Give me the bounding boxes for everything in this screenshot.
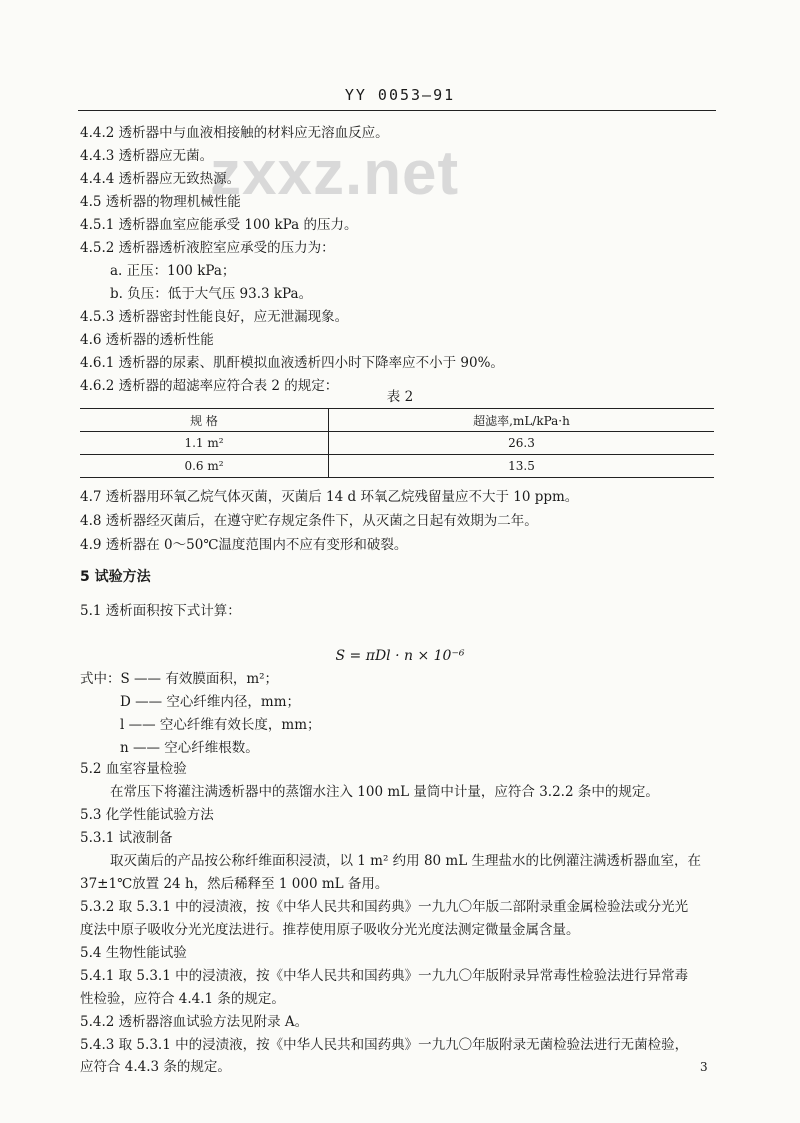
clause-5-1: 5.1 透析面积按下式计算： (80, 603, 241, 619)
clause-5-3-1: 5.3.1 试液制备 (80, 830, 173, 846)
clause-4-8: 4.8 透析器经灭菌后，在遵守贮存规定条件下，从灭菌之日起有效期为二年。 (80, 513, 538, 529)
clause-4-4-4: 4.4.4 透析器应无致热源。 (80, 171, 241, 187)
area-formula: S = πDl · n × 10⁻⁶ (335, 648, 465, 664)
table-header-rate: 超滤率,mL/kPa·h (473, 413, 570, 428)
item-a: a. 正压：100 kPa； (110, 263, 236, 279)
page-number: 3 (700, 1060, 708, 1074)
watermark: zxxz.net (210, 139, 460, 208)
clause-5-3-1-text-cont: 37±1℃放置 24 h，然后稀释至 1 000 mL 备用。 (80, 876, 389, 892)
clause-4-5-3: 4.5.3 透析器密封性能良好，应无泄漏现象。 (80, 309, 349, 325)
clause-4-4-3: 4.4.3 透析器应无菌。 (80, 148, 214, 164)
clause-5-4-3: 5.4.3 取 5.3.1 中的浸渍液，按《中华人民共和国药典》一九九〇年版附录无菌检验法进行无菌检验， (80, 1037, 689, 1053)
clause-5-3: 5.3 化学性能试验方法 (80, 807, 214, 823)
table-2 (80, 408, 714, 478)
clause-5-3-2: 5.3.2 取 5.3.1 中的浸渍液，按《中华人民共和国药典》一九九〇年版二部附录重金属检验法或分光光 (80, 899, 689, 915)
clause-5-4-2: 5.4.2 透析器溶血试验方法见附录 A。 (80, 1014, 309, 1030)
doc-number-header: YY 0053—91 (344, 86, 456, 104)
clause-4-7: 4.7 透析器用环氧乙烷气体灭菌，灭菌后 14 d 环氧乙烷残留量应不大于 10 ppm。 (80, 489, 579, 505)
table-row (80, 432, 714, 455)
table-cell: 1.1 m² (80, 432, 329, 455)
section-5-title: 5 试验方法 (80, 569, 151, 585)
clause-4-6-1: 4.6.1 透析器的尿素、肌酐模拟血液透析四小时下降率应不小于 90%。 (80, 355, 504, 371)
table-header-spec: 规 格 (80, 409, 329, 432)
clause-5-3-2-cont: 度法中原子吸收分光光度法进行。推荐使用原子吸收分光光度法测定微量金属含量。 (80, 922, 580, 938)
clause-5-3-1-text: 取灭菌后的产品按公称纤维面积浸渍，以 1 m² 约用 80 mL 生理盐水的比例灌注满透析器血室，在 (110, 853, 701, 869)
clause-5-4-1-cont: 性检验，应符合 4.4.1 条的规定。 (80, 991, 285, 1007)
where-l: l —— 空心纤维有效长度，mm； (120, 717, 321, 733)
clause-4-9: 4.9 透析器在 0～50℃温度范围内不应有变形和破裂。 (80, 537, 408, 553)
item-b: b. 负压：低于大气压 93.3 kPa。 (110, 286, 313, 302)
clause-4-4-2: 4.4.2 透析器中与血液相接触的材料应无溶血反应。 (80, 125, 389, 141)
clause-4-6-2: 4.6.2 透析器的超滤率应符合表 2 的规定： (80, 378, 339, 394)
clause-4-5-1: 4.5.1 透析器血室应能承受 100 kPa 的压力。 (80, 217, 358, 233)
table-caption: 表 2 (386, 389, 414, 405)
where-d: D —— 空心纤维内径，mm； (120, 694, 301, 710)
where-s: 式中：S —— 有效膜面积，m²； (80, 671, 279, 687)
table-row (80, 455, 714, 478)
table-cell: 13.5 (508, 459, 535, 473)
clause-5-4-1: 5.4.1 取 5.3.1 中的浸渍液，按《中华人民共和国药典》一九九〇年版附录异常毒性检验法进行异常毒 (80, 968, 689, 984)
header-rule (78, 110, 716, 111)
clause-4-5: 4.5 透析器的物理机械性能 (80, 194, 241, 210)
table-cell: 26.3 (508, 436, 535, 450)
clause-5-2-text: 在常压下将灌注满透析器中的蒸馏水注入 100 mL 量筒中计量，应符合 3.2.2 条中的规定。 (110, 784, 659, 800)
clause-5-2: 5.2 血室容量检验 (80, 761, 187, 777)
clause-4-6: 4.6 透析器的透析性能 (80, 332, 214, 348)
where-n: n —— 空心纤维根数。 (120, 740, 259, 756)
table-cell: 0.6 m² (80, 455, 329, 478)
clause-5-4: 5.4 生物性能试验 (80, 945, 187, 961)
clause-5-4-3-cont: 应符合 4.4.3 条的规定。 (80, 1059, 231, 1075)
clause-4-5-2: 4.5.2 透析器透析液腔室应承受的压力为： (80, 240, 335, 256)
